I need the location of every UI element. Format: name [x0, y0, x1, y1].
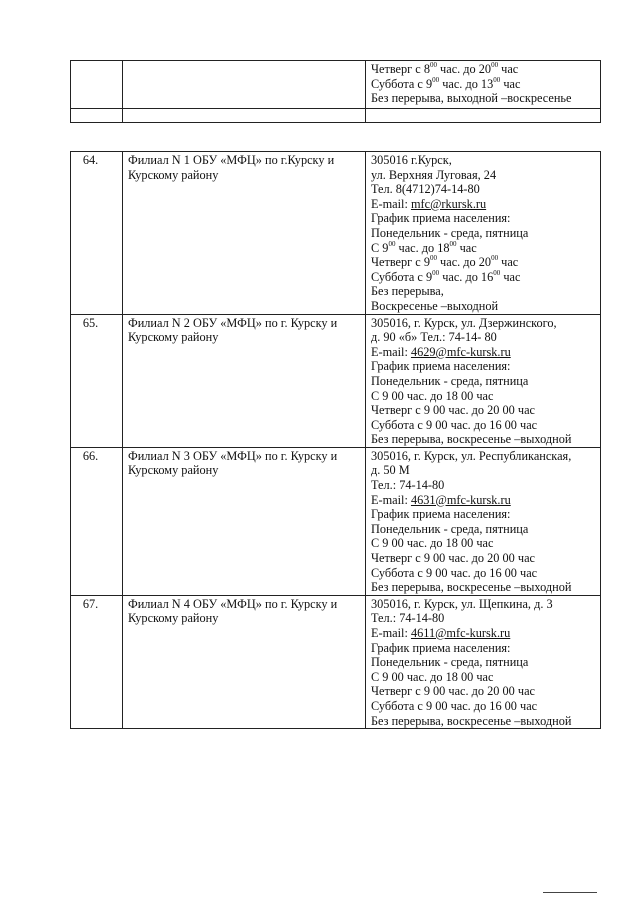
table-row — [71, 152, 601, 315]
footer-rule — [543, 892, 597, 893]
saturday-hours: Суббота с $9^{00}$ час. до $13^{00}$ час — [371, 75, 521, 91]
email-line: E-mail: 4629@mfc-kursk.ru — [371, 344, 511, 359]
email-link[interactable]: 4631@mfc-kursk.ru — [410, 492, 511, 507]
row-number: 64. — [71, 152, 123, 315]
phone-line: Тел. 8(4712)74-14-80 — [371, 182, 480, 197]
branch-name: Филиал N 1 ОБУ «МФЦ» по г.Курску и Курскому району — [123, 152, 366, 315]
branch-name: Филиал N 2 ОБУ «МФЦ» по г. Курску и Курскому району — [123, 314, 366, 447]
branches-table — [70, 151, 601, 729]
branch-contact — [366, 152, 601, 315]
email-link[interactable]: 4629@mfc-kursk.ru — [410, 344, 511, 359]
thursday-hours: Четверг с $9^{00}$ час. до $20^{00}$ час — [371, 254, 519, 270]
dayoff-info: Воскресенье –выходной — [371, 298, 499, 313]
weekday-hours: С 9 00 час. до 18 00 час — [371, 388, 494, 403]
contact-cell — [366, 109, 601, 123]
address-line: д. 50 М — [371, 463, 410, 478]
table-row — [71, 109, 601, 123]
name-cell — [123, 61, 366, 109]
schedule-days: Понедельник - среда, пятница — [371, 521, 529, 536]
number-cell — [71, 61, 123, 109]
email-link[interactable]: 4611@mfc-kursk.ru — [410, 626, 511, 640]
number-cell — [71, 109, 123, 123]
thursday-hours: Четверг с 9 00 час. до 20 00 час — [371, 403, 535, 418]
branch-contact — [366, 447, 601, 595]
row-number: 67. — [71, 595, 123, 728]
email-line: E-mail: 4611@mfc-kursk.ru — [371, 626, 511, 640]
address-line: 305016, г. Курск, ул. Щепкина, д. 3 — [371, 596, 553, 611]
email-link[interactable]: mfc@rkursk.ru — [410, 196, 487, 211]
saturday-hours: Суббота с 9 00 час. до 16 00 час — [371, 698, 538, 713]
break-info: Без перерыва, выходной –воскресенье — [371, 91, 572, 106]
saturday-hours: Суббота с $9^{00}$ час. до $16^{00}$ час — [371, 268, 521, 284]
break-info: Без перерыва, воскресенье –выходной — [371, 580, 572, 595]
branch-contact — [366, 595, 601, 728]
schedule-title: График приема населения: — [371, 359, 511, 374]
weekday-hours: С $9^{00}$ час. до $18^{00}$ час — [371, 239, 477, 255]
schedule-title: График приема населения: — [371, 640, 511, 655]
schedule-days: Понедельник - среда, пятница — [371, 225, 529, 240]
table-row — [71, 595, 601, 728]
thursday-hours: Четверг с 9 00 час. до 20 00 час — [371, 551, 535, 566]
schedule-title: График приема населения: — [371, 211, 511, 226]
address-line: ул. Верхняя Луговая, 24 — [371, 167, 497, 182]
phone-line: Тел.: 74-14-80 — [371, 611, 445, 626]
saturday-hours: Суббота с 9 00 час. до 16 00 час — [371, 565, 538, 580]
table-row — [71, 447, 601, 595]
phone-line: Тел.: 74-14-80 — [371, 478, 445, 493]
branch-name: Филиал N 3 ОБУ «МФЦ» по г. Курску и Курскому району — [123, 447, 366, 595]
table-row — [71, 61, 601, 109]
schedule-title: График приема населения: — [371, 507, 511, 522]
email-line: E-mail: mfc@rkursk.ru — [371, 196, 487, 211]
saturday-hours: Суббота с 9 00 час. до 16 00 час — [371, 417, 538, 432]
thursday-hours: Четверг с 9 00 час. до 20 00 час — [371, 684, 535, 699]
break-info: Без перерыва, — [371, 284, 444, 299]
branch-contact — [366, 314, 601, 447]
email-line: E-mail: 4631@mfc-kursk.ru — [371, 492, 511, 507]
address-line: д. 90 «б» Тел.: 74-14- 80 — [371, 330, 497, 345]
continuation-table — [70, 60, 601, 123]
weekday-hours: С 9 00 час. до 18 00 час — [371, 669, 494, 684]
thursday-hours: Четверг с $8^{00}$ час. до $20^{00}$ час — [371, 61, 519, 76]
row-number: 66. — [71, 447, 123, 595]
name-cell — [123, 109, 366, 123]
branch-name: Филиал N 4 ОБУ «МФЦ» по г. Курску и Курскому району — [123, 595, 366, 728]
table-row — [71, 314, 601, 447]
address-line: 305016, г. Курск, ул. Дзержинского, — [371, 315, 557, 330]
address-line: 305016, г. Курск, ул. Республиканская, — [371, 448, 572, 463]
contact-cell — [366, 61, 601, 109]
break-info: Без перерыва, воскресенье –выходной — [371, 713, 572, 728]
schedule-days: Понедельник - среда, пятница — [371, 373, 529, 388]
schedule-days: Понедельник - среда, пятница — [371, 655, 529, 670]
break-info: Без перерыва, воскресенье –выходной — [371, 432, 572, 447]
row-number: 65. — [71, 314, 123, 447]
address-line: 305016 г.Курск, — [371, 153, 452, 167]
weekday-hours: С 9 00 час. до 18 00 час — [371, 536, 494, 551]
